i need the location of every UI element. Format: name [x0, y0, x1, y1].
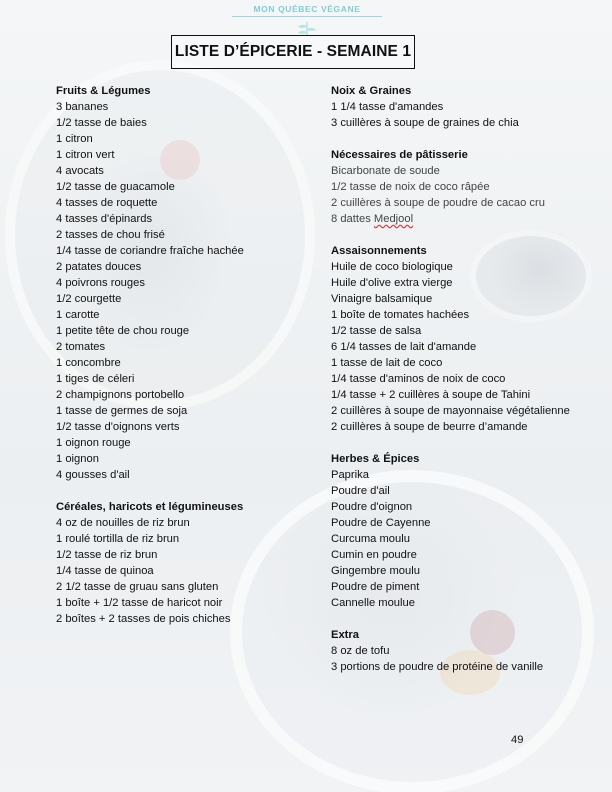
list-item: 1/4 tasse de coriandre fraîche hachée: [56, 245, 244, 257]
section-heading: Fruits & Légumes: [56, 85, 151, 97]
section-extra: [331, 627, 601, 675]
list-item: 1 1/4 tasse d'amandes: [331, 101, 444, 113]
list-item: 2 champignons portobello: [56, 389, 185, 401]
section-heading: Extra: [331, 629, 359, 641]
list-item: 2 1/2 tasse de gruau sans gluten: [56, 581, 219, 593]
list-item: 1/2 tasse d'oignons verts: [56, 421, 180, 433]
item-list: [331, 467, 601, 611]
list-item: Bicarbonate de soude: [331, 165, 440, 177]
right-column: [331, 83, 601, 691]
list-item: Poudre d'oignon: [331, 501, 413, 513]
logo-divider: [232, 16, 382, 17]
list-item: Cannelle moulue: [331, 597, 415, 609]
list-item: 2 tasses de chou frisé: [56, 229, 165, 241]
list-item: 2 cuillères à soupe de mayonnaise végétalienne: [331, 405, 570, 417]
list-item: Curcuma moulu: [331, 533, 410, 545]
list-item: Poudre d'ail: [331, 485, 390, 497]
list-item: 4 tasses d'épinards: [56, 213, 153, 225]
list-item: 3 cuillères à soupe de graines de chia: [331, 117, 519, 129]
list-item: 1 boîte de tomates hachées: [331, 309, 470, 321]
item-list: [56, 99, 306, 483]
list-item: 1/2 courgette: [56, 293, 122, 305]
section-heading: Herbes & Épices: [331, 453, 420, 465]
list-item: Huile de coco biologique: [331, 261, 453, 273]
list-item: Poudre de piment: [331, 581, 420, 593]
leaf-icon: [292, 20, 322, 36]
section-heading: Assaisonnements: [331, 245, 427, 257]
list-item: Vinaigre balsamique: [331, 293, 433, 305]
logo-text: MON QUÉBEC VÉGANE: [253, 4, 361, 14]
section-herbes-epices: [331, 451, 601, 611]
list-item: 1 citron vert: [56, 149, 115, 161]
list-item: 2 patates douces: [56, 261, 142, 273]
list-item: 1/4 tasse d'aminos de noix de coco: [331, 373, 506, 385]
section-heading: Noix & Graines: [331, 85, 412, 97]
list-item: 8 dattes Medjool: [331, 213, 414, 225]
list-item: Cumin en poudre: [331, 549, 417, 561]
item-list: [56, 515, 306, 627]
list-item: 4 gousses d'ail: [56, 469, 130, 481]
list-item: 1/2 tasse de baies: [56, 117, 147, 129]
list-item: Paprika: [331, 469, 369, 481]
list-item: 2 cuillères à soupe de beurre d’amande: [331, 421, 528, 433]
list-item: 1/2 tasse de salsa: [331, 325, 422, 337]
list-item: Poudre de Cayenne: [331, 517, 431, 529]
list-item: 1 tasse de germes de soja: [56, 405, 188, 417]
list-item: 6 1/4 tasses de lait d'amande: [331, 341, 477, 353]
list-item: 8 oz de tofu: [331, 645, 390, 657]
list-item: 1/2 tasse de noix de coco râpée: [331, 181, 490, 193]
page-title-box: [171, 35, 415, 69]
left-column: [56, 83, 306, 643]
item-list: [331, 643, 601, 675]
list-item: 1/4 tasse + 2 cuillères à soupe de Tahini: [331, 389, 531, 401]
section-noix-graines: [331, 83, 601, 131]
section-heading: Céréales, haricots et légumineuses: [56, 501, 244, 513]
list-item: 3 bananes: [56, 101, 109, 113]
section-cereales: [56, 499, 306, 627]
spellcheck-word: Medjool: [373, 213, 414, 225]
list-item: Gingembre moulu: [331, 565, 420, 577]
list-item: 2 cuillères à soupe de poudre de cacao cru: [331, 197, 545, 209]
section-patisserie: [331, 147, 601, 227]
list-item: 4 poivrons rouges: [56, 277, 145, 289]
list-item: 1 petite tête de chou rouge: [56, 325, 190, 337]
brand-logo: [222, 0, 392, 36]
list-item: 1 tasse de lait de coco: [331, 357, 443, 369]
list-item: 1 carotte: [56, 309, 100, 321]
section-fruits-legumes: [56, 83, 306, 483]
list-item: 1 tiges de céleri: [56, 373, 135, 385]
page-title: LISTE D’ÉPICERIE - SEMAINE 1: [174, 43, 412, 60]
list-item: 1 oignon: [56, 453, 99, 465]
list-item: 1/4 tasse de quinoa: [56, 565, 154, 577]
list-item: 4 oz de nouilles de riz brun: [56, 517, 190, 529]
list-item: 4 tasses de roquette: [56, 197, 158, 209]
item-list: [331, 259, 601, 435]
list-item: 1 roulé tortilla de riz brun: [56, 533, 180, 545]
list-item: 1 oignon rouge: [56, 437, 131, 449]
item-list: [331, 163, 601, 227]
list-item: 1/2 tasse de riz brun: [56, 549, 158, 561]
list-item: 1 boîte + 1/2 tasse de haricot noir: [56, 597, 223, 609]
list-item: 1 citron: [56, 133, 93, 145]
list-item: 3 portions de poudre de protéine de vanille: [331, 661, 544, 673]
list-item: Huile d'olive extra vierge: [331, 277, 453, 289]
section-assaisonnements: [331, 243, 601, 435]
list-item: 1/2 tasse de guacamole: [56, 181, 175, 193]
section-heading: Nécessaires de pâtisserie: [331, 149, 468, 161]
item-list: [331, 99, 601, 131]
list-item: 4 avocats: [56, 165, 104, 177]
list-item: 2 tomates: [56, 341, 106, 353]
page-number: 49: [511, 734, 524, 746]
list-item: 2 boîtes + 2 tasses de pois chiches: [56, 613, 231, 625]
list-item: 1 concombre: [56, 357, 121, 369]
